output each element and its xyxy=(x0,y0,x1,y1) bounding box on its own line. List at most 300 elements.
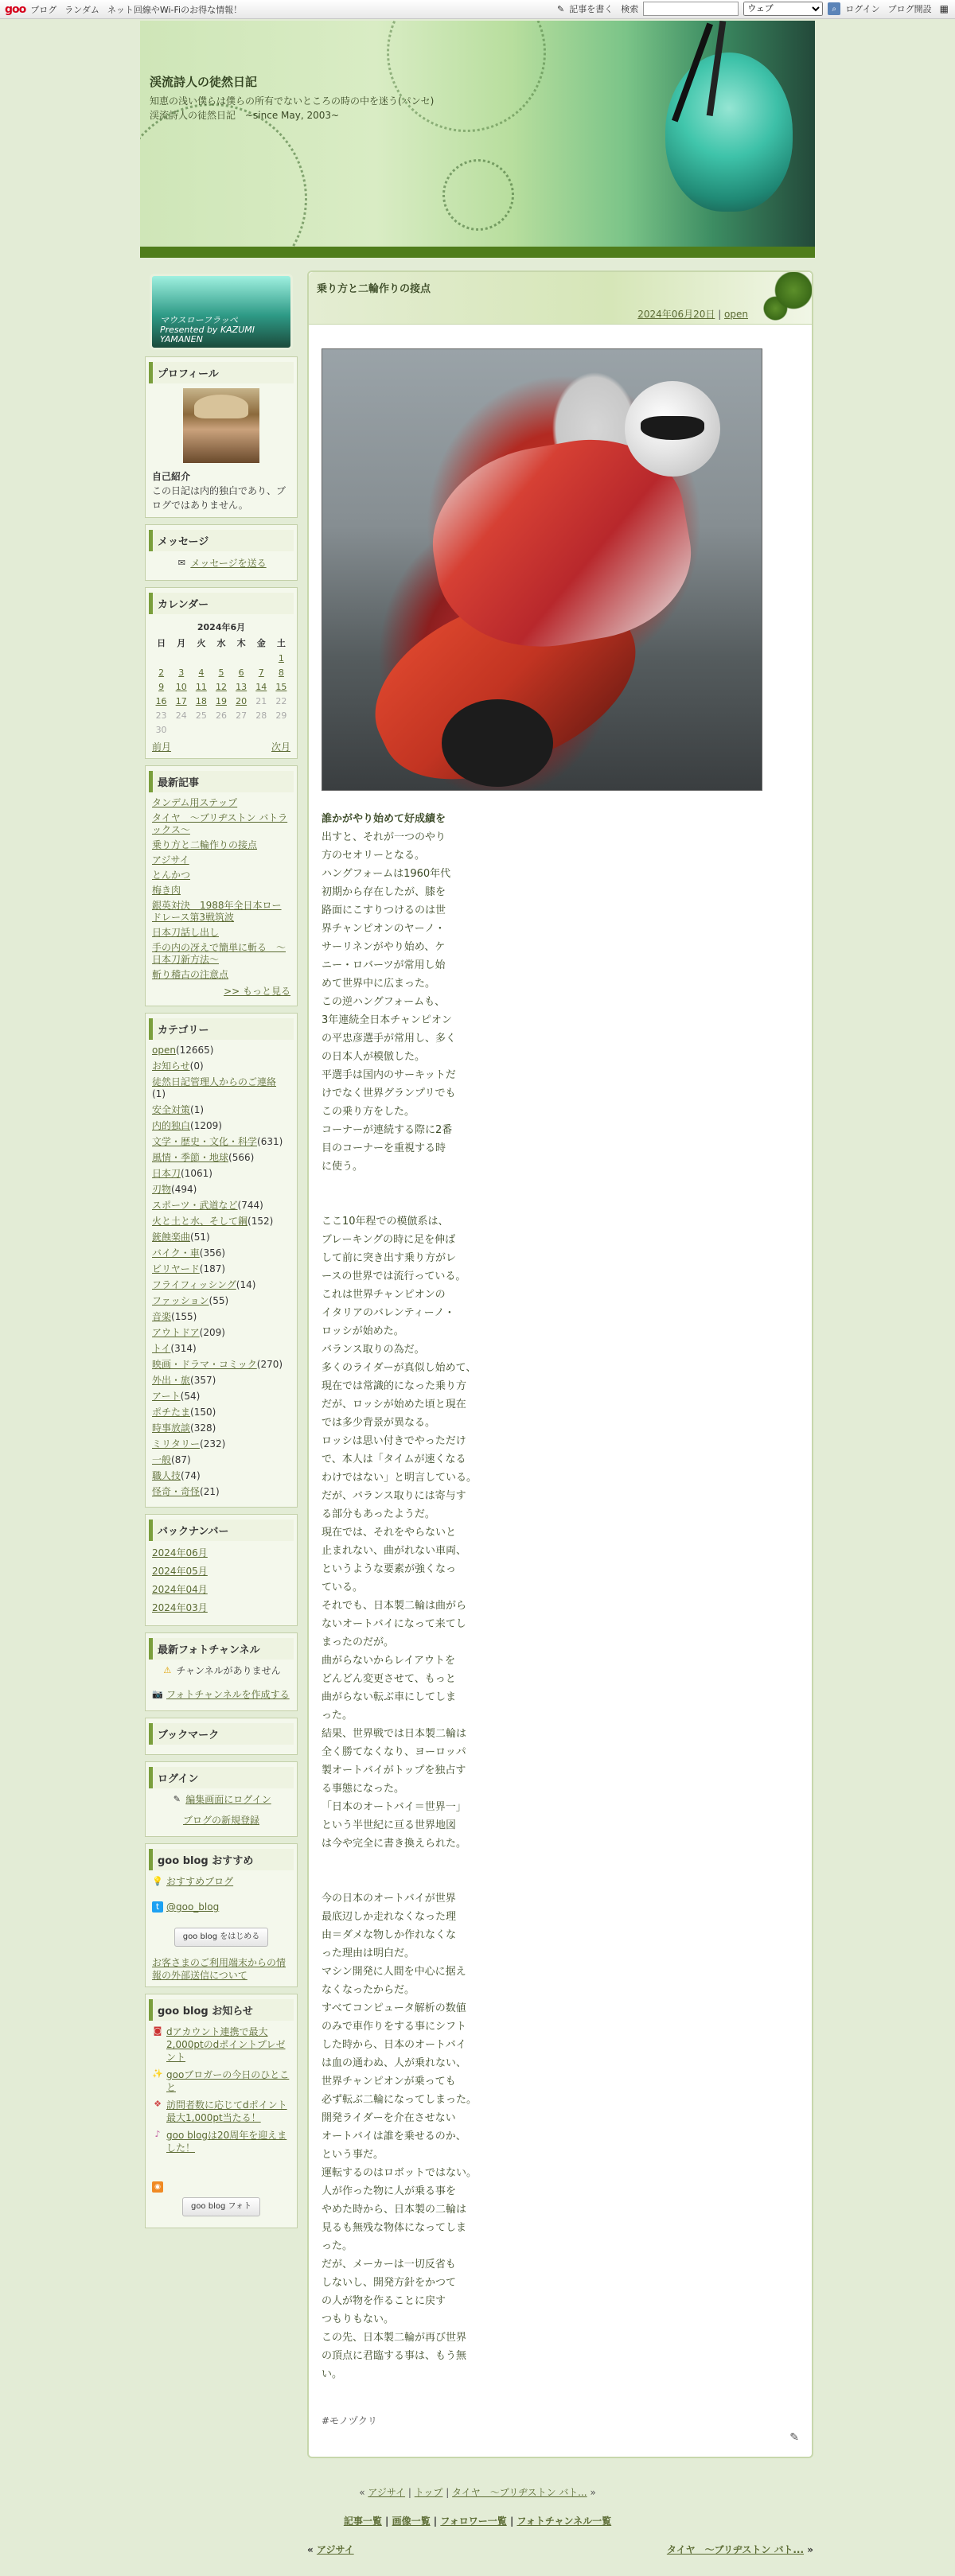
category-item xyxy=(152,1200,290,1212)
weekday: 金 xyxy=(256,638,266,648)
calendar-day-link[interactable]: 1 xyxy=(278,652,284,663)
entry-line: それでも、日本製二輪は曲がら xyxy=(322,1600,467,1612)
category-item xyxy=(152,1438,290,1450)
entry-line: 運転するのはロボットではない。 xyxy=(322,2167,477,2179)
privacy-link[interactable]: お客さまのご利用端末からの情報の外部送信について xyxy=(152,1957,286,1981)
edit-login-link[interactable]: 編集画面にログイン xyxy=(185,1794,271,1805)
entry-line: つもりもない。 xyxy=(322,2313,395,2325)
next-entry-link[interactable]: タイヤ ～ブリヂストン バト... xyxy=(452,2487,587,2498)
entry-line: という半世紀に亘る世界地図 xyxy=(322,1819,457,1831)
entry-line: オートバイは誰を乗せるのか、 xyxy=(322,2130,466,2142)
entry-line: 全く勝てなくなり、ヨーロッパ xyxy=(322,1746,466,1758)
entry-line: い。 xyxy=(322,2368,343,2380)
top-link[interactable]: トップ xyxy=(414,2487,443,2498)
category-count: (0) xyxy=(189,1060,204,1072)
recommend-heading: goo blog おすすめ xyxy=(149,1849,294,1870)
recommend-blog-link[interactable]: おすすめブログ xyxy=(166,1876,234,1887)
category-link[interactable]: トイ xyxy=(152,1343,171,1354)
weekday: 火 xyxy=(197,638,206,648)
news-link[interactable]: dアカウント連携で最大2,000ptのdポイントプレゼント xyxy=(166,2026,286,2063)
calendar-heading: カレンダー xyxy=(149,593,294,614)
entry-lead: 誰かがやり始めて好成績を xyxy=(322,813,446,825)
entry-line: 製オートバイがトップを独占す xyxy=(322,1765,466,1776)
entry-line: 初期から存在したが、膝を xyxy=(322,886,446,898)
calendar-day xyxy=(271,722,291,737)
entry-line: やめた時から、日本製の二輪は xyxy=(322,2204,467,2216)
nav-bracket: » xyxy=(590,2487,596,2498)
entry-line: ないオートバイになって来てし xyxy=(322,1618,466,1630)
search-button[interactable] xyxy=(828,2,840,15)
category-count: (12665) xyxy=(175,1045,214,1056)
calendar-day-link[interactable]: 13 xyxy=(236,681,248,692)
category-count: (356) xyxy=(199,1247,226,1259)
recent-post-link[interactable]: 銀英対決 1988年全日本ロードレース第3戦筑波 xyxy=(152,900,282,923)
entry-paragraph xyxy=(322,1212,513,1853)
entry-line: 人が作った物に人が乗る事を xyxy=(322,2185,457,2197)
entry-line: ロッシは思い付きでやっただけ xyxy=(322,1435,466,1447)
recent-more-link[interactable]: >> もっと見る xyxy=(224,986,290,997)
recent-post-link[interactable]: タンデム用ステップ xyxy=(152,797,238,808)
calendar-day-link[interactable]: 7 xyxy=(258,667,264,678)
category-count: (150) xyxy=(190,1407,216,1418)
category-link[interactable]: バイク・車 xyxy=(152,1247,200,1259)
profile-heading: プロフィール xyxy=(149,362,294,383)
topbar-link-random[interactable]: ランダム xyxy=(64,4,99,15)
weekday: 土 xyxy=(276,638,286,648)
backnumber-link[interactable]: 2024年05月 xyxy=(152,1566,208,1577)
category-count: (232) xyxy=(200,1438,226,1449)
entry-category-link[interactable]: open xyxy=(724,309,748,320)
lace-ornament xyxy=(442,159,514,231)
calendar-day-link[interactable]: 20 xyxy=(236,695,248,706)
calendar-day: 24 xyxy=(175,710,187,721)
category-item xyxy=(152,1045,290,1056)
entry-line: わけではない」と明言している。 xyxy=(322,1472,477,1484)
calendar-day: 23 xyxy=(155,710,167,721)
calendar-day: 25 xyxy=(195,710,207,721)
d-account-icon: ◙ xyxy=(153,2025,162,2036)
prev-entry-link[interactable]: アジサイ xyxy=(368,2487,406,2498)
category-count: (631) xyxy=(257,1136,283,1147)
category-item xyxy=(152,1327,290,1339)
entry-line: る事態になった。 xyxy=(322,1783,405,1795)
category-link[interactable]: open xyxy=(152,1045,176,1056)
calendar-day xyxy=(211,651,231,665)
entry-line: 最底辺しか走れなくなった理 xyxy=(322,1911,457,1923)
category-item xyxy=(152,1120,290,1132)
news-link[interactable]: goo blogは20周年を迎えました！ xyxy=(166,2130,287,2154)
category-count: (1) xyxy=(190,1104,205,1115)
lightbulb-icon: 💡 xyxy=(152,1876,163,1886)
calendar-day-link[interactable]: 3 xyxy=(178,667,185,678)
entry-line: った。 xyxy=(322,2240,353,2252)
entry-line: この逆ハングフォームも、 xyxy=(322,996,446,1008)
backnumber-link[interactable]: 2024年04月 xyxy=(152,1584,208,1595)
create-channel-link[interactable]: フォトチャンネルを作成する xyxy=(166,1689,290,1700)
news-item xyxy=(152,2068,290,2094)
calendar-day-link[interactable]: 18 xyxy=(195,695,207,706)
entry-line: バランス取りの為だ。 xyxy=(322,1344,425,1356)
follower-list-link[interactable]: フォロワー一覧 xyxy=(440,2516,507,2527)
pen-icon: ✎ xyxy=(173,1794,181,1804)
calendar-prev-month[interactable]: 前月 xyxy=(152,741,172,753)
calendar-day-link[interactable]: 12 xyxy=(215,681,227,692)
recent-post-link[interactable]: 乗り方と二輪作りの接点 xyxy=(152,839,258,850)
category-link[interactable]: 音楽 xyxy=(152,1311,172,1322)
calendar-day xyxy=(232,651,251,665)
entry-line: だが、メーカーは一切反省も xyxy=(322,2259,456,2271)
category-item xyxy=(152,1295,290,1307)
login-link[interactable]: ログイン xyxy=(845,4,880,14)
camera-icon: 📷 xyxy=(152,1689,163,1699)
calendar-day: 30 xyxy=(155,724,167,735)
photo-channel-list-link[interactable]: フォトチャンネル一覧 xyxy=(516,2516,612,2527)
entry-line: だが、バランス取りには寄与す xyxy=(322,1490,466,1502)
category-count: (74) xyxy=(181,1470,201,1481)
calendar-day xyxy=(232,722,251,737)
category-count: (187) xyxy=(199,1263,226,1274)
category-item xyxy=(152,1391,290,1403)
entry-line: 見るも無残な物体になってしま xyxy=(322,2222,467,2234)
menu-grid-icon[interactable]: ▦ xyxy=(939,3,949,14)
news-item xyxy=(152,2025,290,2064)
category-count: (357) xyxy=(190,1375,216,1386)
category-link[interactable]: 徒然日記管理人からのご連絡 xyxy=(152,1076,277,1088)
recent-post-link[interactable]: タイヤ ～ブリヂストン バトラックス～ xyxy=(152,812,288,835)
entry-line: の頂点に君臨する事は、もう無 xyxy=(322,2350,467,2362)
category-link[interactable]: 刃物 xyxy=(152,1184,172,1195)
calendar-day xyxy=(211,722,231,737)
calendar-day: 29 xyxy=(275,710,287,721)
calendar-day-link[interactable]: 2 xyxy=(158,667,165,678)
category-count: (155) xyxy=(171,1311,197,1322)
calendar-day-link[interactable]: 9 xyxy=(158,681,165,692)
calendar-day: 27 xyxy=(236,710,248,721)
weekday: 木 xyxy=(236,638,246,648)
warning-icon: ⚠ xyxy=(163,1665,172,1675)
nav-separator: | xyxy=(385,2516,392,2527)
recent-posts-box xyxy=(145,765,298,1006)
recent-post-link[interactable]: 斬り稽古の注意点 xyxy=(152,969,229,980)
category-count: (328) xyxy=(190,1422,216,1434)
no-channel-notice xyxy=(152,1664,290,1677)
entry-line: 必ず転ぶ二輪になってしまった。 xyxy=(322,2094,477,2106)
category-count: (152) xyxy=(248,1216,274,1227)
envelope-icon: ✉ xyxy=(177,558,185,568)
rss-row xyxy=(152,2178,290,2193)
no-channel-text: チャンネルがありません xyxy=(176,1665,281,1676)
entry-line: 曲がらない転ぶ車にしてしま xyxy=(322,1691,457,1703)
recent-post-link[interactable]: とんかつ xyxy=(152,870,191,881)
goo-blog-photo-button[interactable]: goo blog フォト xyxy=(182,2197,260,2216)
entry-body xyxy=(322,810,513,2383)
entry-line: 3年連続全日本チャンピオン xyxy=(322,1014,452,1026)
category-item xyxy=(152,1247,290,1259)
news-link[interactable]: gooブロガーの今日のひとこと xyxy=(166,2069,290,2093)
send-message-link[interactable]: メッセージを送る xyxy=(190,558,267,569)
category-count: (55) xyxy=(209,1295,229,1306)
calendar-next-month[interactable]: 次月 xyxy=(271,741,290,753)
category-list xyxy=(146,1045,297,1498)
category-link[interactable]: 火と土と水、そして鋼 xyxy=(152,1216,248,1227)
news-box xyxy=(145,1994,298,2228)
calendar-day xyxy=(251,722,271,737)
recent-heading: 最新記事 xyxy=(149,771,294,792)
calendar-day-link[interactable]: 15 xyxy=(275,681,287,692)
calendar-day xyxy=(191,651,211,665)
wheel-shape xyxy=(442,699,553,787)
lace-ornament xyxy=(140,103,307,247)
category-count: (314) xyxy=(170,1343,197,1354)
entry-line: 界チャンピオンのヤーノ・ xyxy=(322,923,446,935)
category-link[interactable]: お知らせ xyxy=(152,1060,190,1072)
search-scope-select[interactable] xyxy=(743,2,823,16)
image-list-link[interactable]: 画像一覧 xyxy=(392,2516,431,2527)
next-entry-link-bottom[interactable]: タイヤ ～ブリヂストン バト... xyxy=(666,2544,805,2555)
category-item xyxy=(152,1168,290,1180)
calendar-month: 2024年6月 xyxy=(197,622,246,632)
entry-line: ブレーキングの時に足を伸ば xyxy=(322,1234,456,1246)
calendar-day-link[interactable]: 5 xyxy=(218,667,224,678)
nav-bracket: « xyxy=(359,2487,368,2498)
entry-line: のみで車作りをする事にシフト xyxy=(322,2021,467,2033)
news-item xyxy=(152,2129,290,2154)
category-link[interactable]: 時事放談 xyxy=(152,1422,191,1434)
news-heading: goo blog お知らせ xyxy=(149,1999,294,2021)
entry-line: 今の日本のオートバイが世界 xyxy=(322,1893,456,1905)
category-item xyxy=(152,1407,290,1418)
backnumber-link[interactable]: 2024年06月 xyxy=(152,1547,208,1558)
blog-description: 知恵の浅い僕らは僕らの所有でないところの時の中を迷う(パンセ) 渓流詩人の徒然日記 ~since May, 2003~ xyxy=(150,95,444,121)
category-item xyxy=(152,1311,290,1323)
paragraph-gap xyxy=(322,1194,513,1212)
calendar-day-link[interactable]: 4 xyxy=(198,667,205,678)
topbar-link-blog[interactable]: ブログ xyxy=(30,4,57,15)
entry-line: 現在では常識的になった乗り方 xyxy=(322,1380,467,1392)
recent-post-link[interactable]: アジサイ xyxy=(152,854,189,866)
register-blog-link[interactable]: ブログ開設 xyxy=(887,4,932,14)
category-item xyxy=(152,1343,290,1355)
entry-line: 止まれない、曲がれない車両、 xyxy=(322,1545,467,1557)
entry-line: めて世界中に広まった。 xyxy=(322,978,436,990)
entry-tags[interactable]: #モノヅクリ xyxy=(322,2415,377,2426)
calendar-day xyxy=(191,722,211,737)
entry-line: 現在では、それをやらないと xyxy=(322,1527,457,1539)
entry-line: 「日本のオートバイ＝世界一」 xyxy=(322,1801,466,1813)
entry-header xyxy=(309,272,812,325)
category-item xyxy=(152,1136,290,1148)
entry-date-link[interactable]: 2024年06月20日 xyxy=(637,309,715,320)
category-item xyxy=(152,1216,290,1228)
photo-channel-heading: 最新フォトチャンネル xyxy=(149,1638,294,1660)
category-link[interactable]: アウトドア xyxy=(152,1327,200,1338)
category-link[interactable]: 風情・季節・地球 xyxy=(152,1152,229,1163)
next-nav: タイヤ ～ブリヂストン バト... » xyxy=(666,2544,813,2555)
article-list-link[interactable]: 記事一覧 xyxy=(343,2516,382,2527)
calendar-day-link[interactable]: 16 xyxy=(155,695,167,706)
calendar-day-link[interactable]: 6 xyxy=(238,667,244,678)
entry-line: の人が物を作ることに戻す xyxy=(322,2295,446,2307)
category-count: (51) xyxy=(190,1232,210,1243)
entry-line: 多くのライダーが真似し始めて、 xyxy=(322,1362,477,1374)
sparkle-icon: ✨ xyxy=(152,2068,163,2079)
goo-logo[interactable]: goo xyxy=(5,2,26,16)
entry-paragraph xyxy=(322,828,513,1176)
entry-line: ースの世界では流行っている。 xyxy=(322,1270,466,1282)
backnumber-heading: バックナンバー xyxy=(149,1520,294,1541)
entry-line: 由＝ダメな物しか作れなくな xyxy=(322,1929,457,1941)
entry-line: しないし、開発方針をかつて xyxy=(322,2277,457,2289)
category-item xyxy=(152,1279,290,1291)
nav-separator: | xyxy=(433,2516,441,2527)
backnumber-box xyxy=(145,1514,298,1626)
prev-entry-link-bottom[interactable]: アジサイ xyxy=(316,2544,354,2555)
gift-icon: ❖ xyxy=(154,2099,162,2109)
backnumber-link[interactable]: 2024年03月 xyxy=(152,1602,208,1613)
calendar-day xyxy=(151,651,171,665)
entry-line: 路面にこすりつけるのは世 xyxy=(322,905,446,916)
category-link[interactable]: 日本刀 xyxy=(152,1168,181,1179)
category-link[interactable]: スポーツ・武道など xyxy=(152,1200,238,1211)
news-link[interactable]: 訪問者数に応じてdポイント最大1,000pt当たる！ xyxy=(166,2099,287,2123)
recent-post-link[interactable]: 日本刀話し出し xyxy=(152,927,220,938)
calendar-day-link[interactable]: 11 xyxy=(195,681,207,692)
category-link[interactable]: アート xyxy=(152,1391,181,1402)
sidebar-banner-image xyxy=(150,274,293,350)
hat-icon xyxy=(194,395,248,418)
search-input[interactable] xyxy=(643,2,739,16)
entry-line: に使う。 xyxy=(322,1161,364,1173)
write-article-link[interactable]: 記事を書く xyxy=(569,4,614,14)
entry-title: 乗り方と二輪作りの接点 xyxy=(317,283,431,295)
entry-navigation xyxy=(0,2485,955,2499)
blog-title[interactable]: 渓流詩人の徒然日記 xyxy=(150,75,258,89)
entry-line: は血の通わぬ、人が乗れない、 xyxy=(322,2057,467,2069)
category-count: (14) xyxy=(236,1279,256,1290)
category-link[interactable]: 怪奇・奇怪 xyxy=(152,1486,201,1497)
edit-login-row xyxy=(152,1793,290,1806)
entry-line: る部分もあったようだ。 xyxy=(322,1508,435,1520)
category-item xyxy=(152,1359,290,1371)
entry-line: どんどん変更させて、もっと xyxy=(322,1673,456,1685)
entry-line: すべてコンピュータ解析の数値 xyxy=(322,2002,466,2014)
calendar-day-link[interactable]: 19 xyxy=(215,695,227,706)
twitter-icon: t xyxy=(152,1901,163,1913)
banner-caption: マウスローフラッペ Presented by KAZUMI YAMANEN xyxy=(160,315,255,344)
entry-line: 曲がらないからレイアウトを xyxy=(322,1655,455,1667)
category-link[interactable]: フライフィッシング xyxy=(152,1279,236,1290)
entry-line: では多少背景が異なる。 xyxy=(322,1417,436,1429)
entry-line: ハングフォームは1960年代 xyxy=(322,868,451,880)
category-link[interactable]: ファッション xyxy=(152,1295,209,1306)
calendar-box xyxy=(145,587,298,759)
entry-line: の日本人が模倣した。 xyxy=(322,1051,426,1063)
recent-post-link[interactable]: 梅き肉 xyxy=(152,885,181,896)
category-link[interactable]: 外出・旅 xyxy=(152,1375,191,1386)
category-count: (21) xyxy=(200,1486,220,1497)
rss-icon[interactable]: ◉ xyxy=(152,2181,163,2193)
category-link[interactable]: 文学・歴史・文化・科学 xyxy=(152,1136,258,1147)
entry-line: マシン開発に人間を中心に据え xyxy=(322,1966,466,1978)
entry-line: ロッシが始めた。 xyxy=(322,1325,404,1337)
entry-line: という事だ。 xyxy=(322,2149,384,2161)
sidebar xyxy=(145,270,298,2235)
entry-line: この先、日本製二輪が再び世界 xyxy=(322,2332,467,2344)
new-blog-link[interactable]: ブログの新規登録 xyxy=(182,1815,259,1826)
category-link[interactable]: 安全対策 xyxy=(152,1104,191,1115)
calendar-day-link[interactable]: 8 xyxy=(278,667,284,678)
topbar-link-promo[interactable]: ネット回線やWi-Fiのお得な情報！ xyxy=(107,4,243,15)
weekday: 日 xyxy=(157,638,166,648)
recent-post-link[interactable]: 手の内の冴えで簡単に斬る ～日本刀新方法～ xyxy=(152,942,286,965)
category-item xyxy=(152,1263,290,1275)
calendar-day-link[interactable]: 14 xyxy=(255,681,267,692)
entry-line: 出すと、それが一つのやり xyxy=(322,831,446,843)
entry-line: は今や完全に書き換えられた。 xyxy=(322,1838,467,1850)
news-item xyxy=(152,2099,290,2124)
meta-separator: | xyxy=(718,309,725,320)
calendar-day: 28 xyxy=(255,710,267,721)
category-link[interactable]: 内的独白 xyxy=(152,1120,191,1131)
entry-line: ている。 xyxy=(322,1582,364,1593)
category-count: (494) xyxy=(171,1184,197,1195)
category-count: (1061) xyxy=(181,1168,212,1179)
edit-pen-icon[interactable]: ✎ xyxy=(789,2431,799,2444)
weekday: 水 xyxy=(216,638,226,648)
nav-separator: | xyxy=(407,2487,415,2498)
entry-line: 世界チャンピオンが乗っても xyxy=(322,2076,456,2088)
entry-card xyxy=(307,270,813,2458)
category-link[interactable]: 銃蝕楽曲 xyxy=(152,1232,191,1243)
category-link[interactable]: 映画・ドラマ・コミック xyxy=(152,1359,257,1370)
recommend-box xyxy=(145,1843,298,1987)
calendar-day: 26 xyxy=(215,710,227,721)
entry-line: というような要素が強くなっ xyxy=(322,1563,457,1575)
entry-line: ここ10年程での模倣系は、 xyxy=(322,1216,449,1228)
category-item xyxy=(152,1470,290,1482)
entry-line: けでなく世界グランプリでも xyxy=(322,1088,456,1099)
category-link[interactable]: ポチたま xyxy=(152,1407,191,1418)
category-count: (1209) xyxy=(190,1120,222,1131)
category-link[interactable]: ビリヤード xyxy=(152,1263,200,1274)
frappe-glass-image xyxy=(665,53,793,212)
entry-line: で、本人は「タイムが速くなる xyxy=(322,1453,466,1465)
nav-separator: | xyxy=(446,2487,453,2498)
category-count: (270) xyxy=(256,1359,283,1370)
category-link[interactable]: ミリタリー xyxy=(152,1438,201,1449)
music-note-icon: ♪ xyxy=(154,2129,161,2139)
calendar-day: 21 xyxy=(255,695,267,706)
category-link[interactable]: 一般 xyxy=(152,1454,172,1465)
category-count: (87) xyxy=(171,1454,191,1465)
blog-header xyxy=(140,21,815,247)
twitter-link[interactable]: @goo_blog xyxy=(166,1901,220,1913)
entry-line: なくなったからだ。 xyxy=(322,1984,415,1996)
entry-line: の平忠彦選手が常用し、多く xyxy=(322,1033,457,1045)
message-heading: メッセージ xyxy=(149,530,294,551)
entry-line: 開発ライダーを介在させない xyxy=(322,2112,456,2124)
entry-line: 目のコーナーを重視する時 xyxy=(322,1142,446,1154)
calendar-day-link[interactable]: 17 xyxy=(175,695,187,706)
calendar-day-link[interactable]: 10 xyxy=(175,681,187,692)
leaf-icon xyxy=(751,272,812,333)
category-item xyxy=(152,1422,290,1434)
start-goo-blog-button[interactable]: goo blog をはじめる xyxy=(174,1928,269,1947)
motorcycle-racer-photo xyxy=(322,348,762,791)
entry-line: これは世界チャンピオンの xyxy=(322,1289,446,1301)
category-link[interactable]: 職人技 xyxy=(152,1470,181,1481)
bookmark-heading: ブックマーク xyxy=(149,1723,294,1745)
